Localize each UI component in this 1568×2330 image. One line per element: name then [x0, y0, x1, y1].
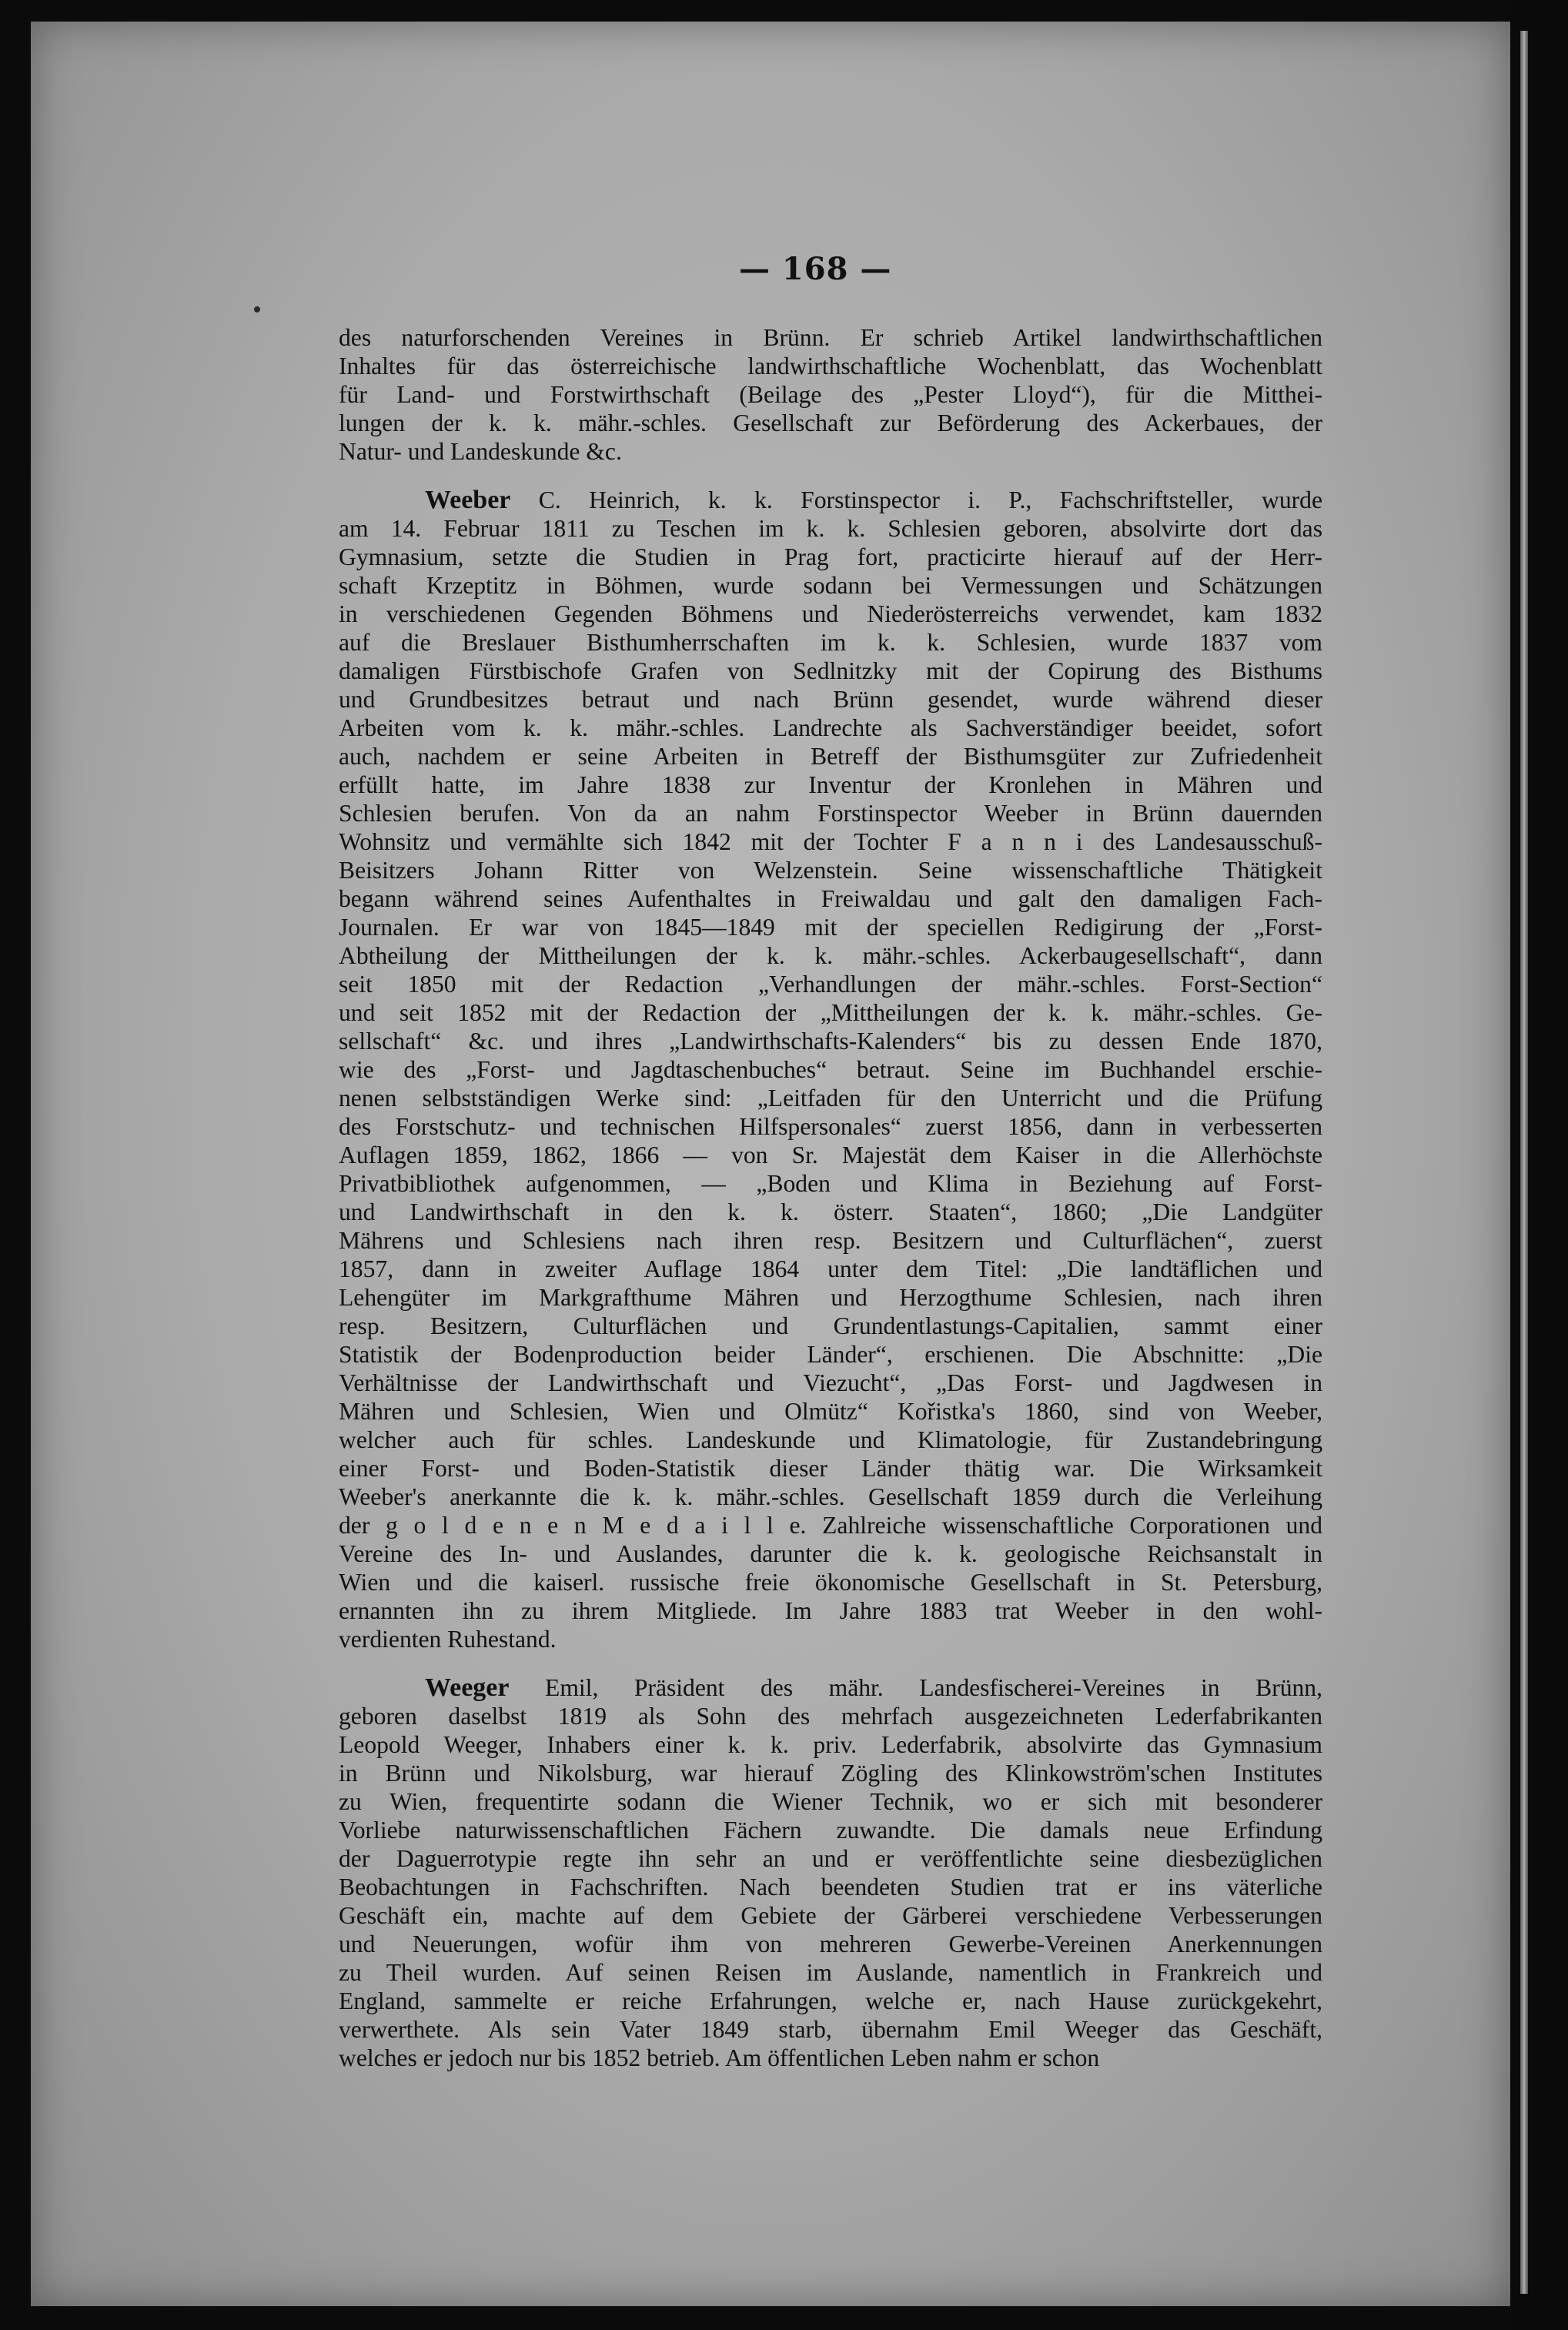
text-line: am 14. Februar 1811 zu Teschen im k. k. Schlesien geboren, absolvirte dort das: [339, 515, 1322, 542]
text-line: Mähren und Schlesien, Wien und Olmütz“ Kořistka's 1860, sind von Weeber,: [339, 1398, 1322, 1425]
text-line: Lehengüter im Markgrafthume Mähren und Herzogthume Schlesien, nach ihren: [339, 1284, 1322, 1311]
text-line: Auflagen 1859, 1862, 1866 — von Sr. Majestät dem Kaiser in die Allerhöchste: [339, 1142, 1322, 1168]
text-line: Leopold Weeger, Inhabers einer k. k. priv. Lederfabrik, absolvirte das Gymnasium: [339, 1731, 1322, 1758]
paragraph-weeber: [339, 486, 1322, 1653]
text-line: Wien und die kaiserl. russische freie ökonomische Gesellschaft in St. Petersburg,: [339, 1569, 1322, 1596]
text-line: Weeber's anerkannte die k. k. mähr.-schles. Gesellschaft 1859 durch die Verleihung: [339, 1483, 1322, 1510]
scan-speck: [254, 306, 260, 313]
text-line: und Neuerungen, wofür ihm von mehreren Gewerbe-Vereinen Anerkennungen: [339, 1931, 1322, 1957]
text-line: Mährens und Schlesiens nach ihren resp. Besitzern und Culturflächen“, zuerst: [339, 1227, 1322, 1254]
text-line: des Forstschutz- und technischen Hilfspersonales“ zuerst 1856, dann in verbesserten: [339, 1113, 1322, 1140]
text-line: Beobachtungen in Fachschriften. Nach beendeten Studien trat er ins väterliche: [339, 1874, 1322, 1900]
text-line: Geschäft ein, machte auf dem Gebiete der Gärberei verschiedene Verbesserungen: [339, 1902, 1322, 1929]
text-line: der Daguerrotypie regte ihn sehr an und er veröffentlichte seine diesbezüglichen: [339, 1845, 1322, 1872]
text-line: Schlesien berufen. Von da an nahm Forstinspector Weeber in Brünn dauernden: [339, 800, 1322, 827]
text-line: Abtheilung der Mittheilungen der k. k. mähr.-schles. Ackerbaugesellschaft“, dann: [339, 942, 1322, 969]
text-line: zu Theil wurden. Auf seinen Reisen im Auslande, namentlich in Frankreich und: [339, 1959, 1322, 1986]
text-line: und seit 1852 mit der Redaction der „Mittheilungen der k. k. mähr.-schles. Ge-: [339, 999, 1322, 1026]
text-line: und Grundbesitzes betraut und nach Brünn gesendet, wurde während dieser: [339, 686, 1322, 713]
text-line: seit 1850 mit der Redaction „Verhandlungen der mähr.-schles. Forst-Section“: [339, 971, 1322, 998]
text-line: Natur- und Landeskunde &c.: [339, 438, 622, 465]
text-line: in Brünn und Nikolsburg, war hierauf Zögling des Klinkowström'schen Institutes: [339, 1760, 1322, 1787]
text-line: ernannten ihn zu ihrem Mitgliede. Im Jahre 1883 trat Weeber in den wohl-: [339, 1597, 1322, 1624]
text-line: Wohnsitz und vermählte sich 1842 mit der Tochter F a n n i des Landesausschuß-: [339, 828, 1322, 855]
text-line: Vereine des In- und Auslandes, darunter die k. k. geologische Reichsanstalt in: [339, 1540, 1322, 1567]
entry-headword: Weeber: [425, 486, 511, 514]
text-line: begann während seines Aufenthaltes in Freiwaldau und galt den damaligen Fach-: [339, 885, 1322, 912]
text-line: England, sammelte er reiche Erfahrungen, welche er, nach Hause zurückgekehrt,: [339, 1987, 1322, 2014]
page-edge-highlight: [1520, 31, 1528, 2294]
entry-headline-text: C. Heinrich, k. k. Forstinspector i. P., Fachschriftsteller, wurde: [510, 486, 1322, 513]
text-line: schaft Krzeptitz in Böhmen, wurde sodann bei Vermessungen und Schätzungen: [339, 572, 1322, 599]
text-line: einer Forst- und Boden-Statistik dieser Länder thätig war. Die Wirksamkeit: [339, 1455, 1322, 1482]
text-line: verwerthete. Als sein Vater 1849 starb, übernahm Emil Weeger das Geschäft,: [339, 2016, 1322, 2043]
text-line: nenen selbstständigen Werke sind: „Leitfaden für den Unterricht und die Prüfung: [339, 1085, 1322, 1112]
text-line: der g o l d e n e n M e d a i l l e. Zahlreiche wissenschaftliche Corporationen und: [339, 1512, 1322, 1539]
text-line: Arbeiten vom k. k. mähr.-schles. Landrechte als Sachverständiger beeidet, sofort: [339, 714, 1322, 741]
text-line: Verhältnisse der Landwirthschaft und Viezucht“, „Das Forst- und Jagdwesen in: [339, 1369, 1322, 1396]
text-line: für Land- und Forstwirthschaft (Beilage des „Pester Lloyd“), für die Mitthei-: [339, 381, 1322, 408]
text-line: sellschaft“ &c. und ihres „Landwirthschafts-Kalenders“ bis zu dessen Ende 1870,: [339, 1028, 1322, 1055]
text-line: auch, nachdem er seine Arbeiten in Betreff der Bisthumsgüter zur Zufriedenheit: [339, 743, 1322, 770]
page-body: [339, 323, 1322, 2072]
entry-first-line: [339, 1673, 1322, 1702]
text-line: damaligen Fürstbischofe Grafen von Sedlnitzky mit der Copirung des Bisthums: [339, 657, 1322, 684]
entry-headline-text: Emil, Präsident des mähr. Landesfischerei-Vereines in Brünn,: [509, 1674, 1322, 1701]
text-line: und Landwirthschaft in den k. k. österr. Staaten“, 1860; „Die Landgüter: [339, 1198, 1322, 1225]
paragraph-weeger: [339, 1673, 1322, 2072]
text-line: Privatbibliothek aufgenommen, — „Boden und Klima in Beziehung auf Forst-: [339, 1170, 1322, 1197]
text-line: lungen der k. k. mähr.-schles. Gesellschaft zur Beförderung des Ackerbaues, der: [339, 410, 1322, 436]
entry-first-line: [339, 486, 1322, 514]
text-line: erfüllt hatte, im Jahre 1838 zur Inventur der Kronlehen in Mähren und: [339, 771, 1322, 798]
text-line: zu Wien, frequentirte sodann die Wiener Technik, wo er sich mit besonderer: [339, 1788, 1322, 1815]
text-line: in verschiedenen Gegenden Böhmens und Niederösterreichs verwendet, kam 1832: [339, 600, 1322, 627]
text-line: geboren daselbst 1819 als Sohn des mehrfach ausgezeichneten Lederfabrikanten: [339, 1703, 1322, 1730]
scanner-edge: [1510, 0, 1568, 2330]
entry-headword: Weeger: [425, 1673, 510, 1702]
text-line: verdienten Ruhestand.: [339, 1626, 557, 1653]
text-line: Statistik der Bodenproduction beider Länder“, erschienen. Die Abschnitte: „Die: [339, 1341, 1322, 1368]
text-line: wie des „Forst- und Jagdtaschenbuches“ betraut. Seine im Buchhandel erschie-: [339, 1056, 1322, 1083]
text-line: Inhaltes für das österreichische landwirthschaftliche Wochenblatt, das Wochenblatt: [339, 353, 1322, 379]
text-line: welcher auch für schles. Landeskunde und Klimatologie, für Zustandebringung: [339, 1426, 1322, 1453]
text-line: resp. Besitzern, Culturflächen und Grundentlastungs-Capitalien, sammt einer: [339, 1312, 1322, 1339]
text-line: Beisitzers Johann Ritter von Welzenstein. Seine wissenschaftliche Thätigkeit: [339, 857, 1322, 884]
paragraph-intro: [339, 323, 1322, 466]
text-line: Gymnasium, setzte die Studien in Prag fort, practicirte hierauf auf der Herr-: [339, 543, 1322, 570]
text-line: Journalen. Er war von 1845—1849 mit der speciellen Redigirung der „Forst-: [339, 914, 1322, 941]
text-line: Vorliebe naturwissenschaftlichen Fächern zuwandte. Die damals neue Erfindung: [339, 1817, 1322, 1844]
page-number: — 168 —: [739, 251, 892, 287]
text-line: auf die Breslauer Bisthumherrschaften im k. k. Schlesien, wurde 1837 vom: [339, 629, 1322, 656]
text-line: 1857, dann in zweiter Auflage 1864 unter dem Titel: „Die landtäflichen und: [339, 1255, 1322, 1282]
text-line: welches er jedoch nur bis 1852 betrieb. Am öffentlichen Leben nahm er schon: [339, 2044, 1100, 2071]
text-line: des naturforschenden Vereines in Brünn. Er schrieb Artikel landwirthschaftlichen: [339, 324, 1322, 351]
